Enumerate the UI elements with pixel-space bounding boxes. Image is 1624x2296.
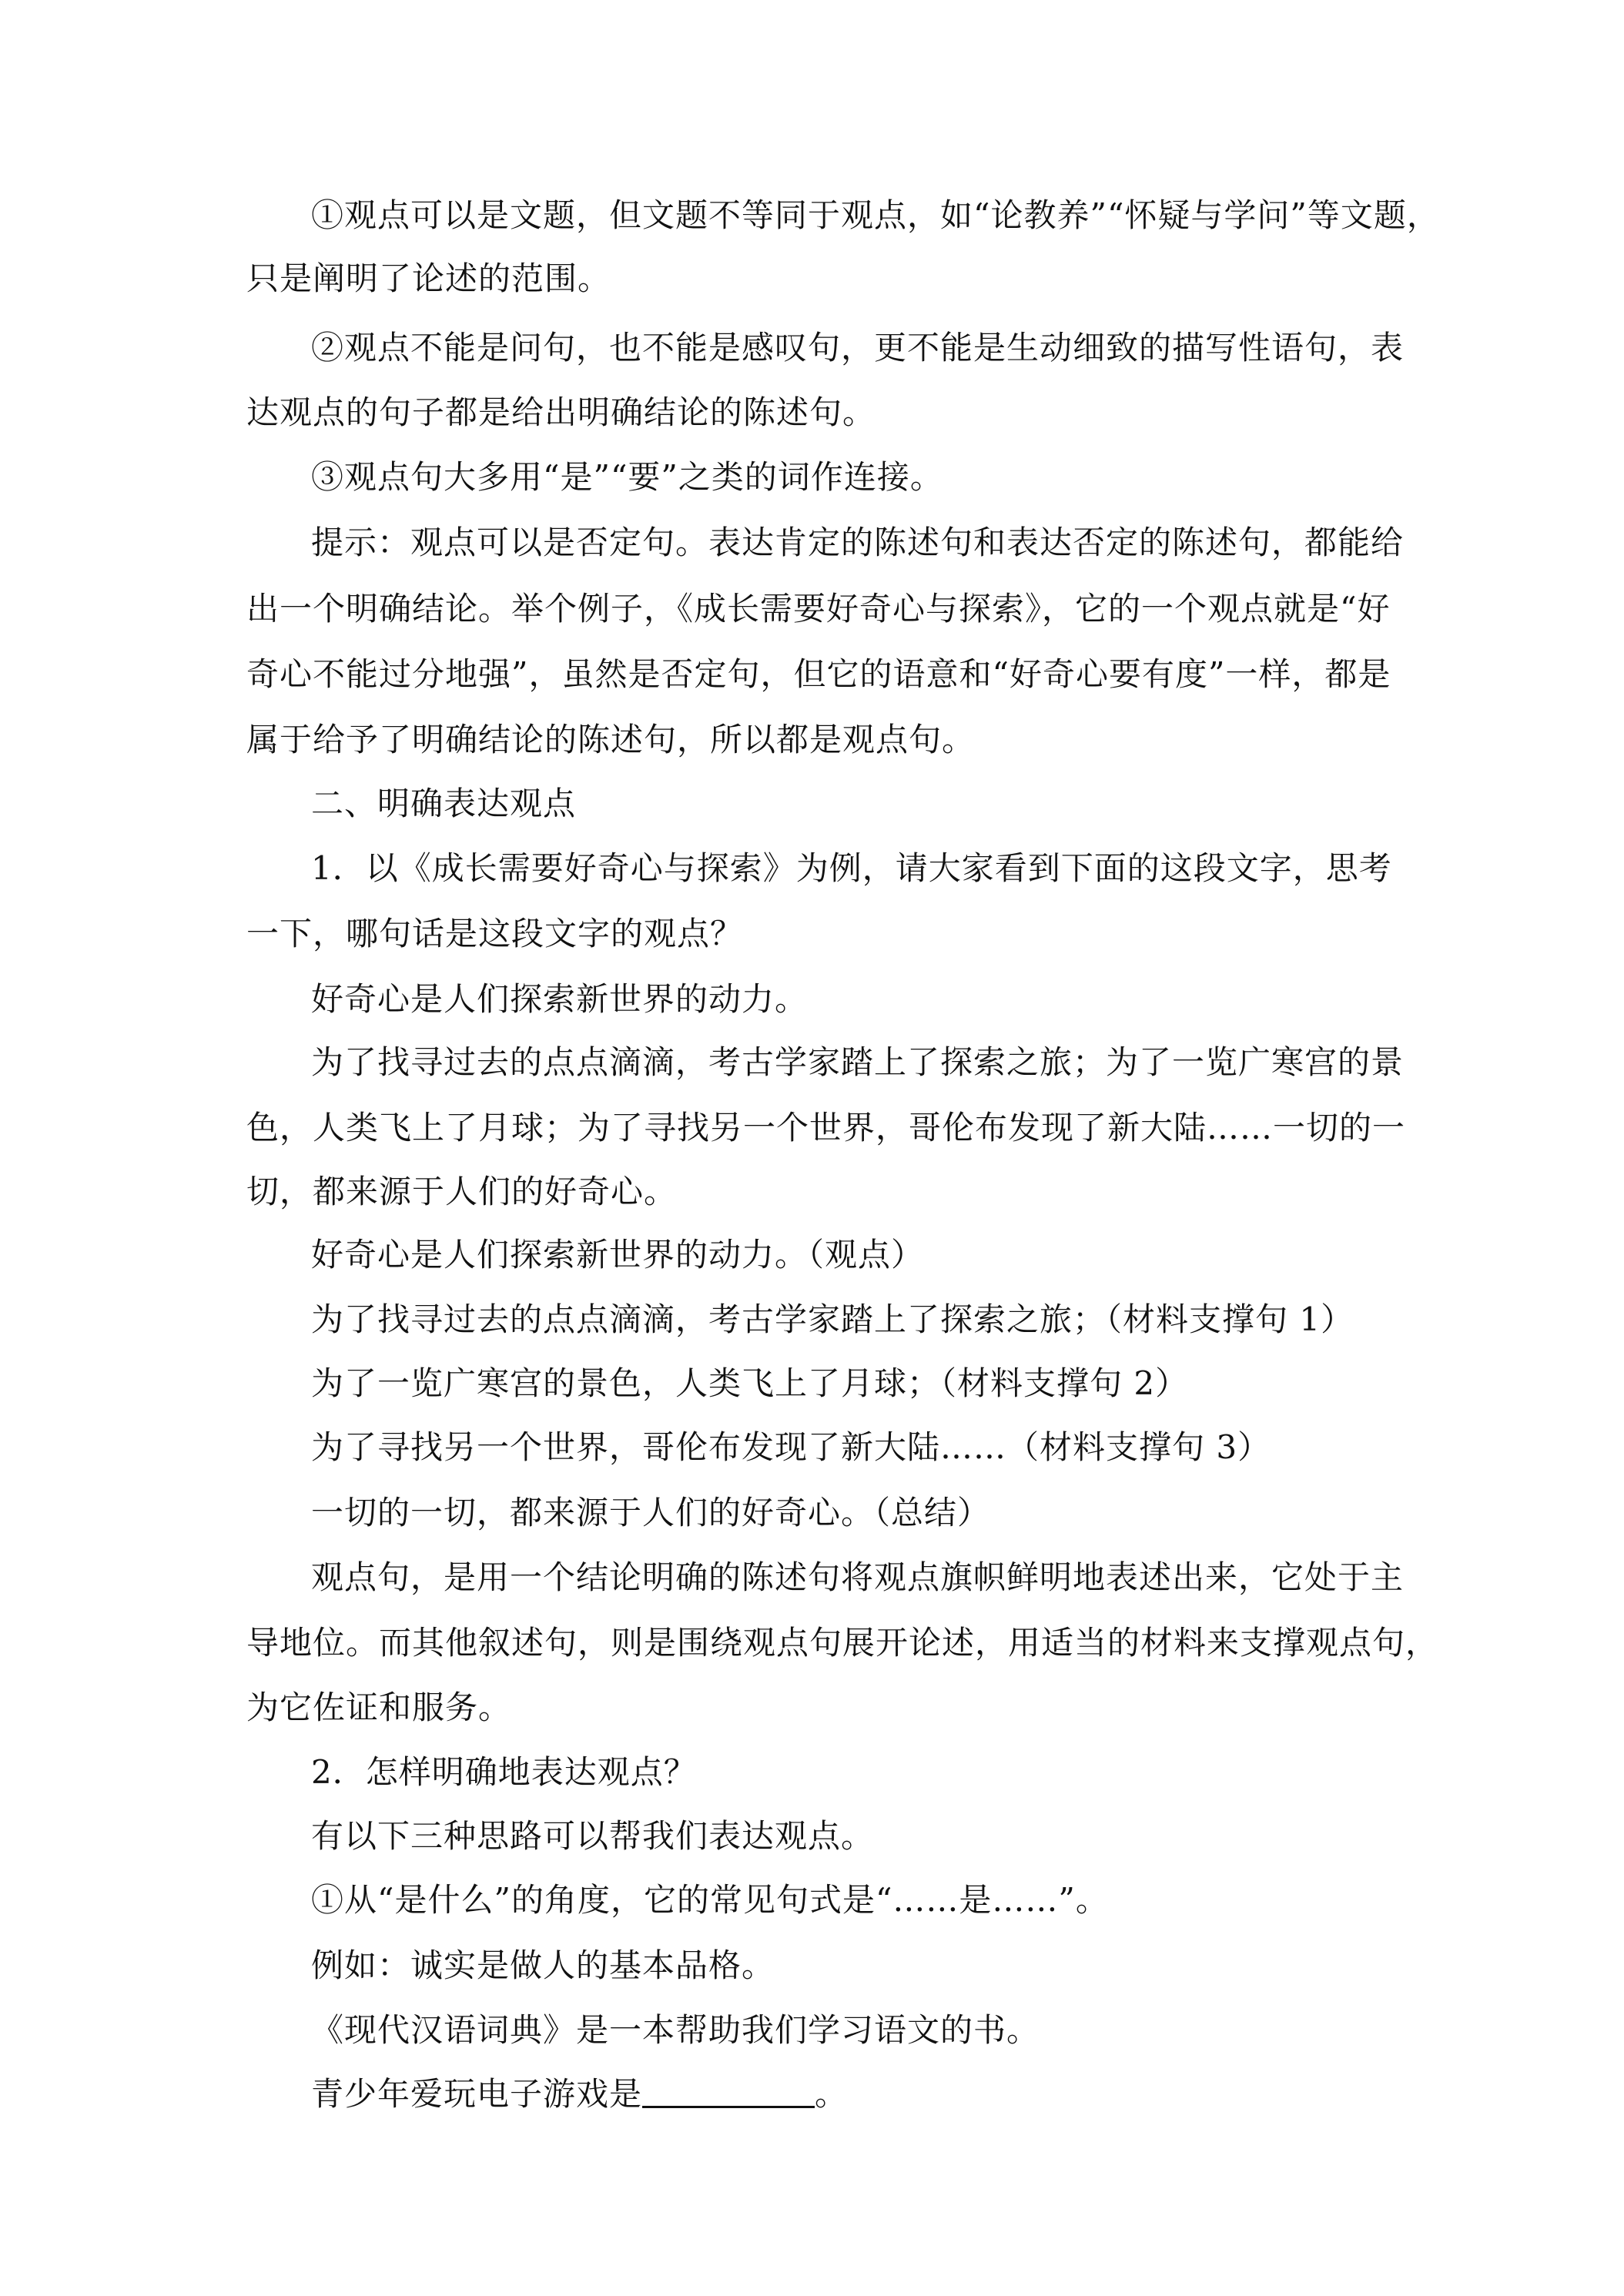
paragraph-line: 为了找寻过去的点点滴滴，考古学家踏上了探索之旅；（材料支撑句 1） (311, 1300, 1354, 1338)
paragraph-line: ②观点不能是问句，也不能是感叹句，更不能是生动细致的描写性语句，表 (311, 329, 1405, 366)
section-heading: 二、明确表达观点 (311, 785, 577, 822)
paragraph-line: 好奇心是人们探索新世界的动力。 (311, 980, 809, 1018)
fill-in-prefix: 青少年爱玩电子游戏是 (311, 2075, 643, 2113)
paragraph-line: 奇心不能过分地强”，虽然是否定句，但它的语意和“好奇心要有度”一样，都是 (246, 655, 1391, 693)
paragraph-line: 达观点的句子都是给出明确结论的陈述句。 (246, 393, 876, 431)
paragraph-line: 导地位。而其他叙述句，则是围绕观点句展开论述，用适当的材料来支撑观点句， (246, 1624, 1439, 1662)
fill-in-line (311, 2073, 1386, 2116)
paragraph-line: 色，人类飞上了月球；为了寻找另一个世界，哥伦布发现了新大陆……一切的一 (246, 1109, 1406, 1146)
paragraph-line: ①观点可以是文题，但文题不等同于观点，如“论教养”“怀疑与学问”等文题， (311, 196, 1440, 234)
paragraph-line: ①从“是什么”的角度，它的常见句式是“……是……”。 (311, 1881, 1109, 1919)
section-heading: 2．怎样明确地表达观点？ (311, 1753, 697, 1791)
paragraph-line: 一切的一切，都来源于人们的好奇心。（总结） (311, 1494, 991, 1531)
paragraph-line: 出一个明确结论。举个例子，《成长需要好奇心与探索》，它的一个观点就是“好 (246, 590, 1391, 628)
paragraph-line: 为它佐证和服务。 (246, 1689, 512, 1726)
paragraph-line: 有以下三种思路可以帮我们表达观点。 (311, 1817, 875, 1855)
paragraph-line: 好奇心是人们探索新世界的动力。（观点） (311, 1236, 925, 1274)
paragraph-line: 《现代汉语词典》是一本帮助我们学习语文的书。 (311, 2011, 1040, 2049)
paragraph-line: 只是阐明了论述的范围。 (246, 259, 611, 297)
paragraph-line: 提示：观点可以是否定句。表达肯定的陈述句和表达否定的陈述句，都能给 (311, 524, 1405, 561)
paragraph-line: 一下，哪句话是这段文字的观点？ (246, 915, 744, 952)
answer-blank (642, 2075, 815, 2108)
paragraph-line: 观点句，是用一个结论明确的陈述句将观点旗帜鲜明地表述出来，它处于主 (311, 1558, 1405, 1596)
paragraph-line: 例如：诚实是做人的基本品格。 (311, 1946, 775, 1984)
paragraph-line: 为了寻找另一个世界，哥伦布发现了新大陆……（材料支撑句 3） (311, 1428, 1271, 1466)
paragraph-line: 为了找寻过去的点点滴滴，考古学家踏上了探索之旅；为了一览广寒宫的景 (311, 1043, 1405, 1081)
paragraph-line: ③观点句大多用“是”“要”之类的词作连接。 (311, 458, 943, 496)
paragraph-line: 属于给予了明确结论的陈述句，所以都是观点句。 (246, 721, 976, 758)
paragraph-line: 1．以《成长需要好奇心与探索》为例，请大家看到下面的这段文字，思考 (311, 849, 1392, 887)
paragraph-line: 为了一览广寒宫的景色，人类飞上了月球；（材料支撑句 2） (311, 1364, 1189, 1402)
fill-in-suffix: 。 (815, 2075, 849, 2113)
paragraph-line: 切，都来源于人们的好奇心。 (246, 1173, 678, 1210)
